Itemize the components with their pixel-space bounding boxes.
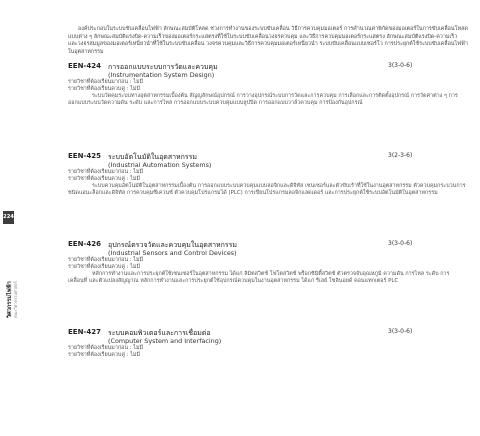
course-prereq: รายวิชาที่ต้องเรียนมาก่อน : ไม่มี xyxy=(68,257,144,263)
course-coreq: รายวิชาที่ต้องเรียนควบคู่ : ไม่มี xyxy=(68,176,141,182)
sidebar-sublabel: คณะวิศวกรรมศาสตร์ xyxy=(13,281,18,318)
course-title-th: การออกแบบระบบการวัดและควบคุม xyxy=(108,63,218,71)
course-code: EEN-427 xyxy=(68,328,101,336)
course-een-424 xyxy=(68,62,468,108)
course-een-427 xyxy=(68,328,468,359)
course-credit: 3(3-0-6) xyxy=(388,62,413,69)
course-title-th: ระบบคอมพิวเตอร์และการเชื่อมต่อ xyxy=(108,329,211,337)
course-title-en: (Industrial Sensors and Control Devices) xyxy=(108,249,237,257)
course-coreq: รายวิชาที่ต้องเรียนควบคู่ : ไม่มี xyxy=(68,352,141,358)
course-credit: 3(3-0-6) xyxy=(388,328,413,335)
course-code: EEN-424 xyxy=(68,62,101,70)
course-prereq: รายวิชาที่ต้องเรียนมาก่อน : ไม่มี xyxy=(68,169,144,175)
intro-paragraph: องค์ประกอบในระบบขับเคลื่อนไฟฟ้า ลักษณะสมบัติโหลด ช่วงการทำงานของระบบขับเคลื่อน วิธีการควบคุมมอเตอร์ การคำนวณค่าพิกัดของมอเตอร์ในการขับเคลื่อนโหลดแบบต่าง ๆ ลักษณะสมบัติแรงบิด-ความเร็วของมอเตอร์กระแสตรงที่ใช้ในระบบขับเคลื่อนวงจรควบคุม และวิธีการควบคุมมอเตอร์กระแสตรง ลักษณะสมบัติแรงบิด-ความเร็ว และวงจรสมมูลของมอเตอร์เหนี่ยวนำที่ใช้ในระบบขับเคลื่อน วงจรควบคุมและวิธีการควบคุมมอเตอร์เหนี่ยวนำ ระบบขับเคลื่อนแบบเซอร์โว การประยุกต์ใช้ระบบขับเคลื่อนไฟฟ้าในอุตสาหกรรม xyxy=(68,26,468,55)
course-description: ระบบควบคุมอัตโนมัติในอุตสาหกรรมเบื้องต้น การออกแบบระบบควบคุมแบบลอจิกและดิจิทัล เซนเซอร์และตัวขับเร้าที่ใช้ในงานอุตสาหกรรม ตัวควบคุมกระบวนการชนิดแอนะล็อกและดิจิทัล การควบคุมซีเควนซ์ ตัวควบคุมโปรแกรมได้ (PLC) การเขียนโปรแกรมลอจิกแลดเดอร์ และการประยุกต์ใช้ระบบอัตโนมัติในอุตสาหกรรม xyxy=(68,183,466,197)
course-prereq: รายวิชาที่ต้องเรียนมาก่อน : ไม่มี xyxy=(68,345,144,351)
course-title-en: (Computer System and Interfacing) xyxy=(108,337,222,345)
page-number: 224 xyxy=(3,211,14,224)
course-een-426 xyxy=(68,240,468,286)
course-title-th: อุปกรณ์ตรวจวัดและควบคุมในอุตสาหกรรม xyxy=(108,241,238,249)
course-code: EEN-426 xyxy=(68,240,101,248)
course-title-en: (Instrumentation System Design) xyxy=(108,71,215,79)
course-een-425 xyxy=(68,152,468,198)
course-coreq: รายวิชาที่ต้องเรียนควบคู่ : ไม่มี xyxy=(68,264,141,270)
course-title-en: (Industrial Automation Systems) xyxy=(108,161,212,169)
course-description: หลักการทำงานและการประยุกต์ใช้เซนเซอร์ในอุตสาหกรรม ได้แก่ ลิมิตสวิตช์ โฟโตสวิตช์ พร็อกซิมิตี้สวิตช์ ตัวตรวจจับอุณหภูมิ ความดัน การไหล ระดับ การเคลื่อนที่ และตัวแปลงสัญญาณ หลักการทำงานและการประยุกต์ใช้อุปกรณ์ควบคุมในงานอุตสาหกรรม ได้แก่ รีเลย์ โซลินอยด์ คอนแทกเตอร์ PLC xyxy=(68,271,450,285)
course-credit: 3(3-0-6) xyxy=(388,240,413,247)
course-code: EEN-425 xyxy=(68,152,101,160)
course-coreq: รายวิชาที่ต้องเรียนควบคู่ : ไม่มี xyxy=(68,86,141,92)
course-description: ระบบวัดคุมระบบทางอุตสาหกรรมเบื้องต้น สัญญลักษณ์อุปกรณ์ การวางอุปกรณ์ระบบการวัดและการควบคุม การเลือกและการติดตั้งอุปกรณ์ การวัดค่าต่าง ๆ การออกแบบระบบวัดความดัน ระดับ และการไหล การออกแบบระบบควบคุมแบบลูปปิด การออกแบบวาล์วควบคุม การป้องกันอุปกรณ์ xyxy=(68,93,458,107)
course-credit: 3(2-3-6) xyxy=(388,152,413,159)
sidebar-label-text: วิศวกรรมไฟฟ้า xyxy=(7,281,13,318)
course-prereq: รายวิชาที่ต้องเรียนมาก่อน : ไม่มี xyxy=(68,79,144,85)
course-title-th: ระบบอัตโนมัติในอุตสาหกรรม xyxy=(108,153,198,161)
